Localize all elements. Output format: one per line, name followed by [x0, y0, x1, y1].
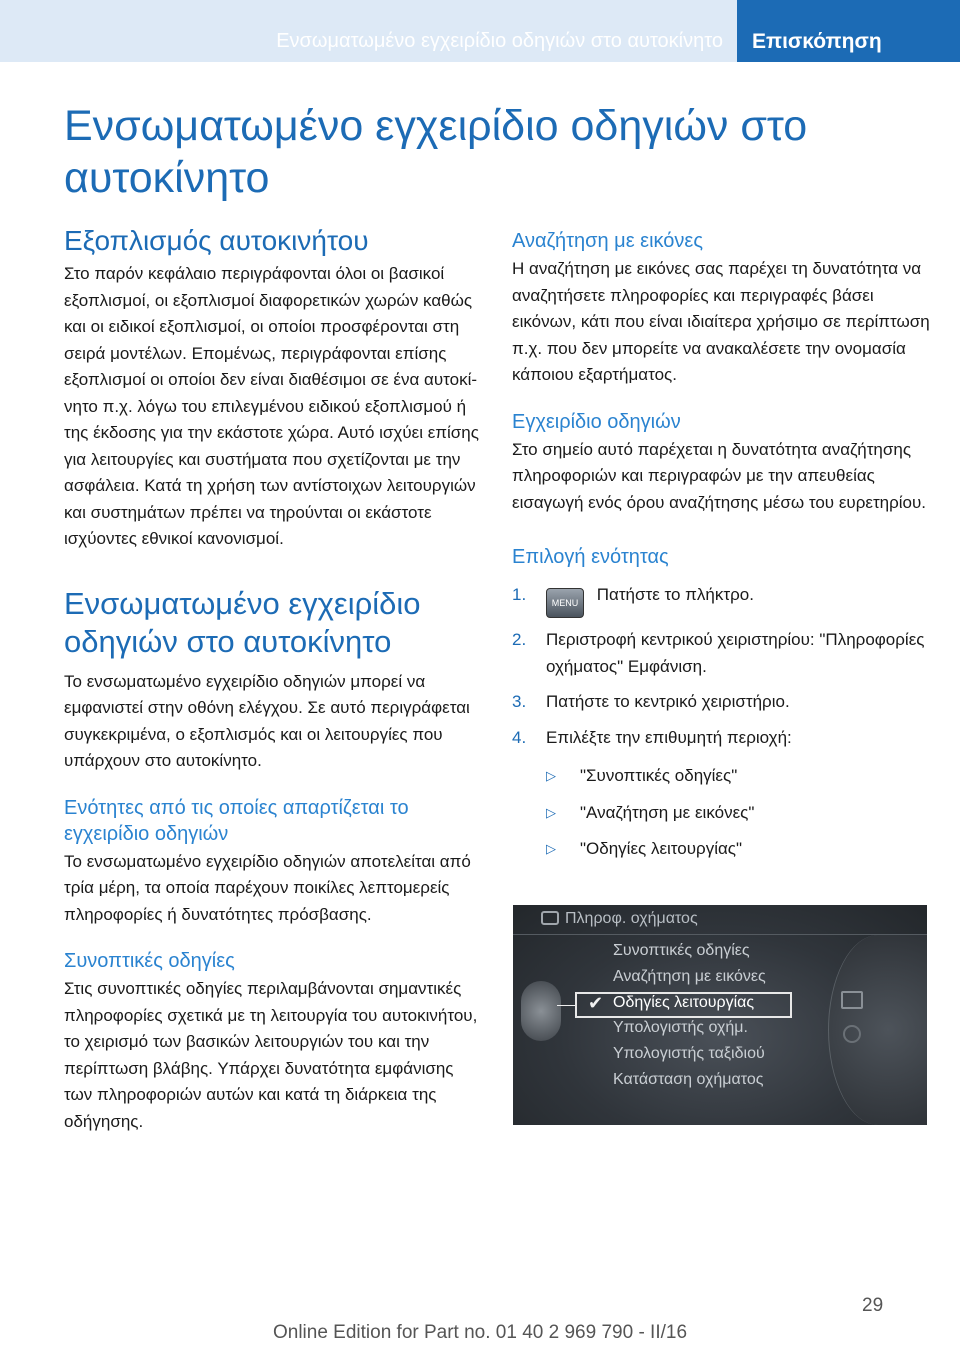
screen-menu-item: Κατάσταση οχήματος	[613, 1071, 764, 1088]
car-info-icon	[541, 911, 559, 925]
option-text: "Συνοπτικές οδηγίες"	[580, 766, 738, 785]
heading-vehicle-equipment: Εξοπλισμός αυτοκινήτου	[64, 225, 369, 256]
heading-image-search: Αναζήτηση με εικόνες	[512, 230, 703, 252]
heading-owners-manual: Εγχειρίδιο οδηγιών	[512, 410, 681, 433]
step-text: Επιλέξτε την επιθυμητή περιοχή:	[546, 727, 792, 747]
heading-manual-sections: Ενότητες από τις οποίες απαρτίζεται το εγχειρίδιο οδηγιών	[64, 796, 409, 845]
page-number: 29	[862, 1295, 884, 1316]
step-number: 1.	[512, 585, 527, 604]
header-breadcrumb: Ενσωματωμένο εγχειρίδιο οδηγιών στο αυτοκίνητο	[0, 0, 737, 62]
screen-title: Πληροφ. οχήματος	[565, 910, 698, 927]
step-text: Περιστροφή κεντρικού χειριστηρίου: "Πληροφορίες οχήματος" Εμφάνιση.	[546, 630, 925, 676]
paragraph-manual-sections: Το ενσωματωμένο εγχειρίδιο οδηγιών αποτελείται από τρία μέρη, τα οποία παρέχουν ποικίλες λεπτομερείς πληροφορίες ή δυνατότητες πρόσβασης.	[64, 851, 471, 924]
option-item	[546, 836, 932, 863]
triangle-bullet-icon: ▷	[546, 804, 556, 820]
screen-icon	[841, 991, 863, 1009]
step-item	[512, 689, 932, 716]
page-title: Ενσωματωμένο εγχειρίδιο οδηγιών στο αυτοκίνητο	[64, 102, 808, 202]
screen-divider	[513, 934, 927, 935]
pointer-line	[557, 1005, 577, 1006]
triangle-bullet-icon: ▷	[546, 768, 556, 783]
footer-edition: Online Edition for Part no. 01 40 2 969 790 - II/16	[272, 1322, 688, 1343]
step-item	[512, 725, 932, 863]
heading-integrated-manual: Ενσωματωμένο εγχειρίδιο οδηγιών στο αυτοκίνητο	[64, 585, 421, 659]
screen-menu-item: Αναζήτηση με εικόνες	[613, 968, 766, 985]
triangle-bullet-icon: ▷	[546, 841, 556, 856]
idrive-screen-image	[513, 905, 927, 1125]
option-item	[546, 800, 932, 827]
step-number: 2.	[512, 630, 527, 649]
paragraph-integrated-manual: Το ενσωματωμένο εγχειρίδιο οδηγιών μπορεί να εμφανιστεί στην οθόνη ελέγχου. Σε αυτό περιγράφεται συγκεκριμένα, ο εξοπλισμός και οι λειτουργίες που υπάρχουν στο αυτοκίνητο.	[64, 671, 470, 770]
option-list	[546, 763, 932, 863]
screen-menu-item: Υπολογιστής ταξιδιού	[613, 1045, 765, 1062]
option-text: "Οδηγίες λειτουργίας"	[580, 839, 743, 858]
controller-left-knob	[521, 981, 561, 1041]
option-text: "Αναζήτηση με εικόνες"	[580, 802, 755, 822]
step-text: Πατήστε το κεντρικό χειριστήριο.	[546, 692, 790, 711]
option-item	[546, 763, 932, 790]
steps-list	[512, 582, 932, 863]
screen-menu-item: Υπολογιστής οχήμ.	[613, 1019, 748, 1036]
menu-button-icon: MENU	[546, 588, 584, 618]
step-item	[512, 627, 932, 680]
paragraph-owners-manual: Στο σημείο αυτό παρέχεται η δυνατότητα αναζήτησης πληροφοριών και περιγραφών με την απευθείας εισαγωγή ενός όρου αναζήτησης μέσω του ευρετηρίου.	[512, 439, 927, 512]
step-number: 3.	[512, 692, 527, 711]
heading-quick-reference: Συνοπτικές οδηγίες	[64, 950, 235, 972]
left-column	[64, 224, 484, 1135]
circle-icon	[843, 1025, 861, 1043]
step-text: Πατήστε το πλήκτρο.	[596, 585, 754, 604]
step-number: 4.	[512, 727, 527, 747]
paragraph-image-search: Η αναζήτηση με εικόνες σας παρέχει τη δυνατότητα να αναζητήσετε πληροφορίες και περιγραφές βάσει εικόνων, κάτι που είναι ιδιαίτερα χρήσιμο σε περίπτωση π.χ. που δεν μπορείτε να ανακαλέσετε την ονομασία κάποιου εξαρτήματος.	[512, 259, 930, 384]
header-section-tab: Επισκόπηση	[737, 0, 960, 62]
screen-menu-item-selected: Οδηγίες λειτουργίας	[613, 994, 755, 1011]
right-column	[512, 228, 932, 873]
step-item	[512, 582, 932, 618]
screen-menu-item: Συνοπτικές οδηγίες	[613, 942, 750, 959]
paragraph-vehicle-equipment: Στο παρόν κεφάλαιο περιγράφονται όλοι οι βασικοί εξοπλισμοί, οι εξοπλισμοί διαφορετικών χωρών καθώς και οι ειδικοί εξοπλισμοί, οι οποίοι προσφέρονται στη σειρά μοντέλων. Επομένως, περιγράφονται επίσης εξοπλισμοί οι οποίοι δεν είναι διαθέσιμοι σε ένα αυτοκίνητο π.χ. λόγω του επιλεγμένου ειδικού εξοπλισμού ή της έκδοσης για την εκάστοτε χώρα. Αυτό ισχύει επίσης για λειτουργίες και συστήματα που σχετίζονται με την ασφάλεια. Κατά τη χρήση των αντίστοιχων λειτουργιών και συστημάτων πρέπει να τηρούνται οι εκάστοτε ισχύοντες εθνικοί κανονισμοί.	[64, 264, 479, 548]
paragraph-quick-reference: Στις συνοπτικές οδηγίες περιλαμβάνονται σημαντικές πληροφορίες σχετικά με τη λειτουργία του αυτοκινήτου, το χειρισμό των βασικών λειτουργιών του και την περίπτωση βλάβης. Υπάρχει δυνατότητα εμφάνισης των πληροφοριών αυτών και κατά τη διάρκεια της οδήγησης.	[64, 979, 478, 1131]
checkmark-icon: ✔	[588, 993, 604, 1013]
heading-select-section: Επιλογή ενότητας	[512, 546, 669, 568]
page-header	[0, 0, 960, 62]
